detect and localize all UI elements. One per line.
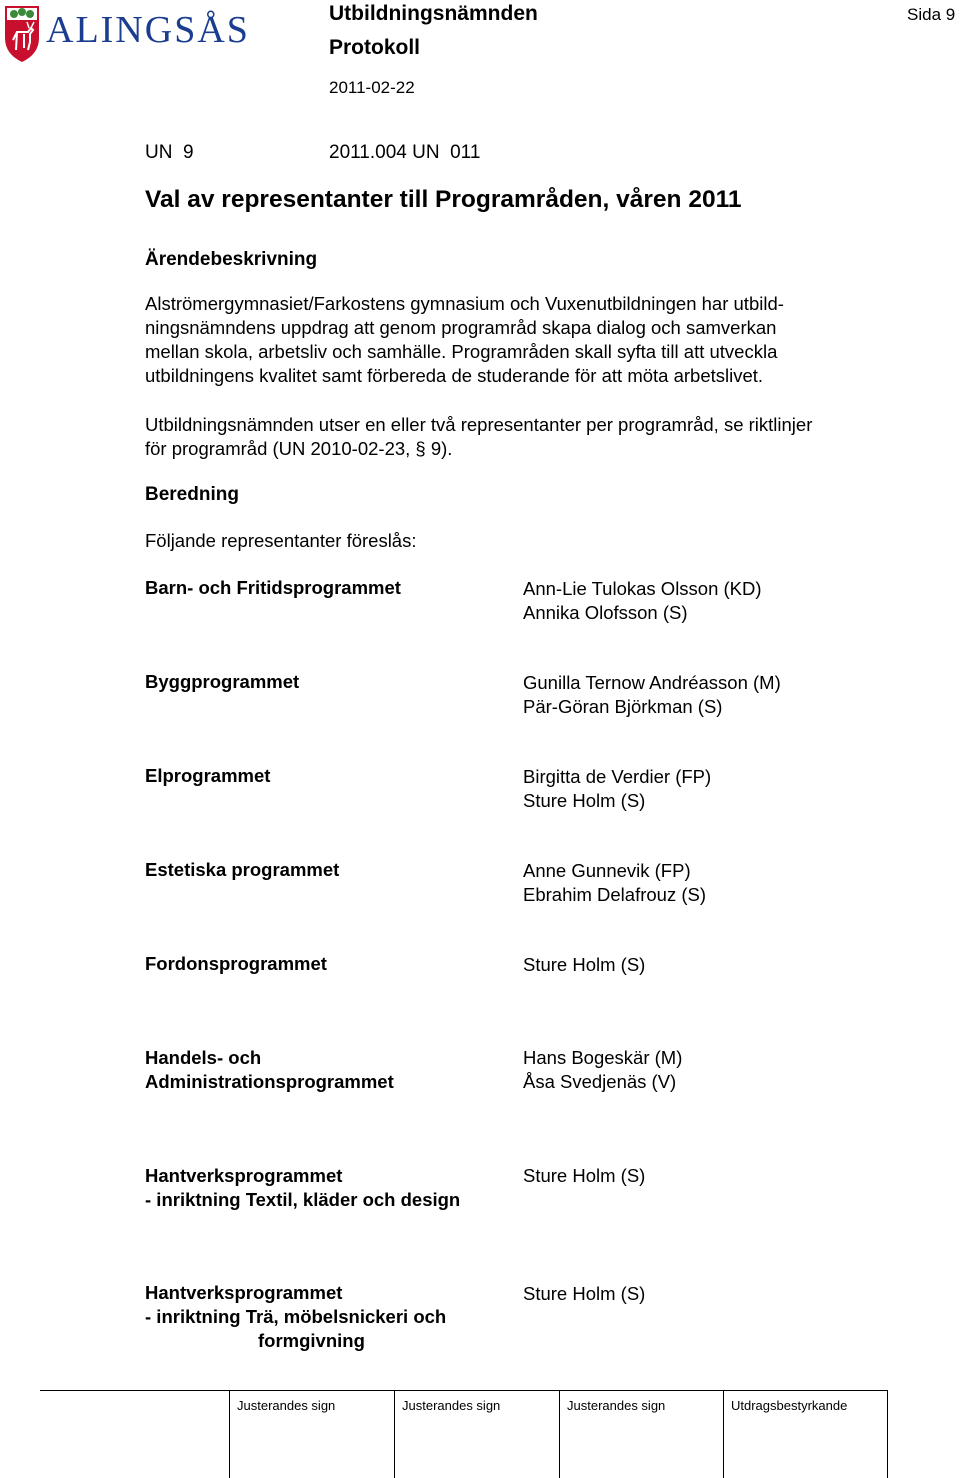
program-representatives bbox=[523, 953, 645, 977]
program-name-line: Hantverksprogrammet bbox=[145, 1282, 343, 1303]
municipality-logo bbox=[2, 2, 260, 64]
program-name-line: Barn- och Fritidsprogrammet bbox=[145, 577, 401, 598]
section-heading-preparation: Beredning bbox=[145, 484, 239, 505]
representative: Ann-Lie Tulokas Olsson (KD) bbox=[523, 578, 762, 599]
signature-box-label: Justerandes sign bbox=[402, 1398, 501, 1413]
representative: Sture Holm (S) bbox=[523, 1165, 646, 1186]
signature-box-label: Justerandes sign bbox=[567, 1398, 666, 1413]
program-name-line: Handels- och bbox=[145, 1047, 262, 1068]
program-name bbox=[145, 576, 401, 600]
text-line: Alströmergymnasiet/Farkostens gymnasium och Vuxenutbildningen har utbild- bbox=[145, 293, 784, 314]
logo-wordmark: ALINGSÅS bbox=[46, 9, 250, 51]
program-name bbox=[145, 858, 339, 882]
program-representatives bbox=[523, 577, 762, 625]
program-name-line: - inriktning Trä, möbelsnickeri och bbox=[145, 1306, 447, 1327]
representative: Åsa Svedjenäs (V) bbox=[523, 1071, 677, 1092]
paragraph-reference: UN 9 bbox=[145, 142, 194, 163]
signature-box-divider bbox=[887, 1390, 888, 1478]
program-name-line: - inriktning Textil, kläder och design bbox=[145, 1189, 461, 1210]
text-line: mellan skola, arbetsliv och samhälle. Programråden skall syfta till att utveckla bbox=[145, 341, 778, 362]
program-name-line: formgivning bbox=[258, 1330, 365, 1351]
text-line: utbildningens kvalitet samt förbereda de studerande för att möta arbetslivet. bbox=[145, 365, 764, 386]
representative: Sture Holm (S) bbox=[523, 954, 646, 975]
representative: Birgitta de Verdier (FP) bbox=[523, 766, 712, 787]
program-representatives bbox=[523, 1282, 645, 1306]
representative: Annika Olofsson (S) bbox=[523, 602, 688, 623]
text-line: ningsnämndens uppdrag att genom programråd skapa dialog och samverkan bbox=[145, 317, 777, 338]
representative: Anne Gunnevik (FP) bbox=[523, 860, 691, 881]
program-name-line: Hantverksprogrammet bbox=[145, 1165, 343, 1186]
program-name bbox=[145, 670, 299, 694]
signature-box-divider bbox=[559, 1390, 560, 1478]
program-name-line: Fordonsprogrammet bbox=[145, 953, 327, 974]
program-name bbox=[145, 1164, 460, 1212]
text-line: Utbildningsnämnden utser en eller två representanter per programråd, se riktlinjer bbox=[145, 414, 813, 435]
program-representatives bbox=[523, 671, 781, 719]
meeting-date: 2011-02-22 bbox=[329, 78, 415, 97]
signature-box-divider bbox=[394, 1390, 395, 1478]
section-heading-description: Ärendebeskrivning bbox=[145, 249, 318, 270]
page-title: Val av representanter till Programråden, våren 2011 bbox=[145, 186, 742, 213]
guidelines-paragraph bbox=[145, 413, 905, 461]
program-representatives bbox=[523, 859, 706, 907]
program-name bbox=[145, 764, 270, 788]
representative: Hans Bogeskär (M) bbox=[523, 1047, 683, 1068]
proposal-intro: Följande representanter föreslås: bbox=[145, 530, 417, 551]
program-representatives bbox=[523, 765, 711, 813]
text-line: för programråd (UN 2010-02-23, § 9). bbox=[145, 438, 453, 459]
representative: Sture Holm (S) bbox=[523, 790, 646, 811]
program-name bbox=[145, 1046, 394, 1094]
signature-box-label: Justerandes sign bbox=[237, 1398, 336, 1413]
program-name bbox=[145, 952, 327, 976]
program-name bbox=[145, 1281, 446, 1353]
signature-box-label: Utdragsbestyrkande bbox=[731, 1398, 848, 1413]
program-name-line: Administrationsprogrammet bbox=[145, 1071, 394, 1092]
representative: Sture Holm (S) bbox=[523, 1283, 646, 1304]
case-number: 2011.004 UN 011 bbox=[329, 142, 481, 163]
program-name-line: Estetiska programmet bbox=[145, 859, 340, 880]
program-representatives bbox=[523, 1046, 682, 1094]
representative: Pär-Göran Björkman (S) bbox=[523, 696, 723, 717]
program-name-line: Elprogrammet bbox=[145, 765, 271, 786]
representative: Gunilla Ternow Andréasson (M) bbox=[523, 672, 781, 693]
representative: Ebrahim Delafrouz (S) bbox=[523, 884, 707, 905]
program-name-line: Byggprogrammet bbox=[145, 671, 300, 692]
page-number: Sida 9 bbox=[907, 5, 956, 24]
signature-box-divider bbox=[229, 1390, 230, 1478]
footer-rule bbox=[40, 1390, 888, 1391]
document-type: Protokoll bbox=[329, 36, 421, 59]
signature-box-divider bbox=[723, 1390, 724, 1478]
coat-of-arms-icon bbox=[5, 6, 39, 62]
description-paragraph bbox=[145, 292, 905, 388]
program-representatives bbox=[523, 1164, 645, 1188]
committee-name: Utbildningsnämnden bbox=[329, 2, 538, 25]
